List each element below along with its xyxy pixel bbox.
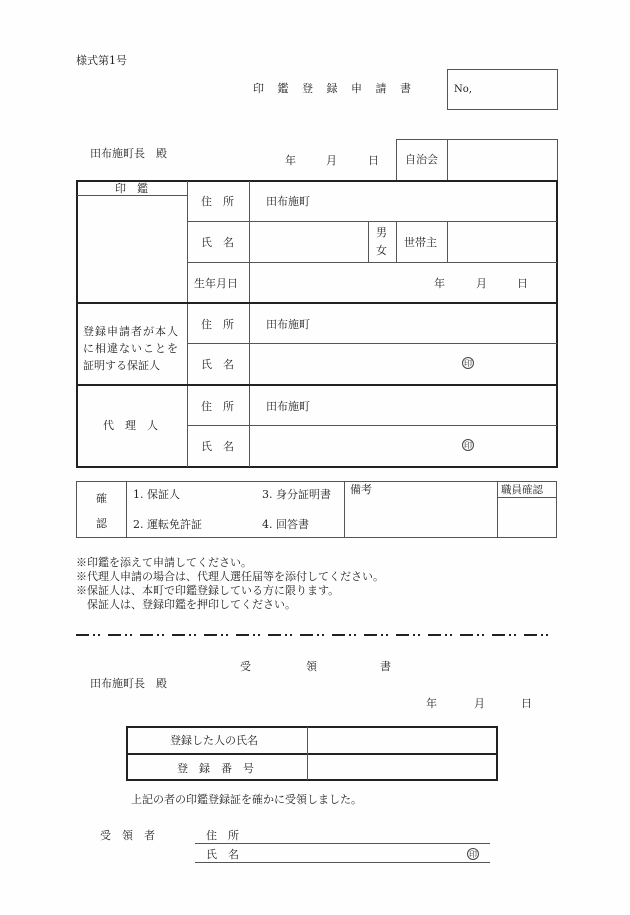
underline xyxy=(195,843,490,844)
divider xyxy=(187,343,557,344)
recipient-address-input[interactable] xyxy=(250,826,490,842)
divider xyxy=(396,221,397,262)
divider xyxy=(497,481,498,538)
guarantor-label-line: 証明する保証人 xyxy=(83,359,160,372)
guarantor-label-line: 登録申請者が本人 xyxy=(83,325,179,338)
seal-stamp-icon: 印 xyxy=(469,850,477,859)
receipt-date-month: 月 xyxy=(474,697,485,710)
divider xyxy=(77,195,187,196)
registration-number-label: 登 録 番 号 xyxy=(177,762,254,775)
recipient-label: 受 領 者 xyxy=(100,829,155,842)
note: 保証人は、登録印鑑を押印してください。 xyxy=(76,598,296,611)
confirmation-label-bottom: 認 xyxy=(96,517,107,530)
confirmation-item[interactable]: 3. 身分証明書 xyxy=(262,488,331,501)
recipient-address-label: 住 所 xyxy=(206,829,239,842)
agent-name-label: 氏 名 xyxy=(201,440,234,453)
confirmation-label-top: 確 xyxy=(96,492,107,505)
registered-name-label: 登録した人の氏名 xyxy=(170,734,258,747)
divider xyxy=(187,221,557,222)
seal-stamp-icon: 印 xyxy=(464,359,472,368)
applicant-name-input[interactable] xyxy=(251,223,367,261)
divider xyxy=(187,262,557,263)
birth-day-label: 日 xyxy=(517,277,528,290)
guarantor-label-line: に相違ないことを xyxy=(83,342,179,355)
gender-female-option[interactable]: 女 xyxy=(376,244,387,257)
note: ※代理人申請の場合は、代理人選任届等を添付してください。 xyxy=(76,570,384,583)
no-label: No, xyxy=(454,84,472,95)
remarks-label: 備考 xyxy=(350,483,372,496)
form-number: 様式第1号 xyxy=(76,54,127,67)
birth-month-label: 月 xyxy=(476,277,487,290)
recipient-name-input[interactable] xyxy=(250,845,460,861)
agent-address-value[interactable]: 田布施町 xyxy=(266,400,310,413)
confirmation-item[interactable]: 1. 保証人 xyxy=(133,488,180,501)
receipt-title-char: 受 xyxy=(240,660,251,673)
recipient-name-label: 氏 名 xyxy=(206,848,239,861)
date-year-label: 年 xyxy=(285,154,296,167)
divider xyxy=(187,425,557,426)
receipt-date-year: 年 xyxy=(426,697,437,710)
receipt-statement: 上記の者の印鑑登録証を確かに受領しました。 xyxy=(131,793,362,806)
confirmation-item[interactable]: 2. 運転免許証 xyxy=(133,518,202,531)
date-day-label: 日 xyxy=(368,154,379,167)
addressee: 田布施町長 殿 xyxy=(90,147,167,160)
page-title: 印 鑑 登 録 申 請 書 xyxy=(253,82,416,95)
seal-header: 印 鑑 xyxy=(115,182,148,195)
receipt-title-char: 領 xyxy=(306,660,317,673)
note: ※保証人は、本町で印鑑登録している方に限ります。 xyxy=(76,584,340,597)
birthdate-label: 生年月日 xyxy=(194,277,238,290)
guarantor-name-label: 氏 名 xyxy=(201,358,234,371)
divider xyxy=(497,497,557,498)
guarantor-address-label: 住 所 xyxy=(201,318,234,331)
agent-address-label: 住 所 xyxy=(201,400,234,413)
applicant-address-label: 住 所 xyxy=(201,195,234,208)
divider xyxy=(77,302,557,304)
underline xyxy=(195,862,490,863)
seal-stamp-icon: 印 xyxy=(464,441,472,450)
guarantor-section-label xyxy=(83,323,179,374)
registration-number-input[interactable] xyxy=(309,755,496,779)
registered-name-input[interactable] xyxy=(309,728,496,752)
remarks-input[interactable] xyxy=(345,497,495,537)
divider xyxy=(307,727,308,780)
staff-check-label: 職員確認 xyxy=(501,484,543,496)
receipt-addressee: 田布施町長 殿 xyxy=(90,677,167,690)
date-month-label: 月 xyxy=(326,154,337,167)
agent-section-label: 代 理 人 xyxy=(103,419,158,432)
applicant-name-label: 氏 名 xyxy=(201,236,234,249)
agent-name-input[interactable] xyxy=(251,427,451,465)
receipt-title-char: 書 xyxy=(380,660,391,673)
jichikai-label: 自治会 xyxy=(405,153,438,166)
application-number-field[interactable] xyxy=(447,69,558,110)
seal-impression-area[interactable] xyxy=(78,197,186,302)
householder-label: 世帯主 xyxy=(404,236,437,249)
divider xyxy=(126,481,127,538)
applicant-address-value[interactable]: 田布施町 xyxy=(266,195,310,208)
jichikai-input[interactable] xyxy=(448,140,556,180)
divider xyxy=(77,384,557,386)
gender-male-option[interactable]: 男 xyxy=(376,226,387,239)
confirmation-item[interactable]: 4. 回答書 xyxy=(262,518,309,531)
note: ※印鑑を添えて申請してください。 xyxy=(76,556,252,569)
guarantor-address-value[interactable]: 田布施町 xyxy=(266,318,310,331)
guarantor-name-input[interactable] xyxy=(251,345,451,383)
birth-year-label: 年 xyxy=(434,277,445,290)
divider xyxy=(368,221,369,262)
cut-line xyxy=(76,634,556,637)
householder-input[interactable] xyxy=(448,223,556,261)
receipt-date-day: 日 xyxy=(521,697,532,710)
